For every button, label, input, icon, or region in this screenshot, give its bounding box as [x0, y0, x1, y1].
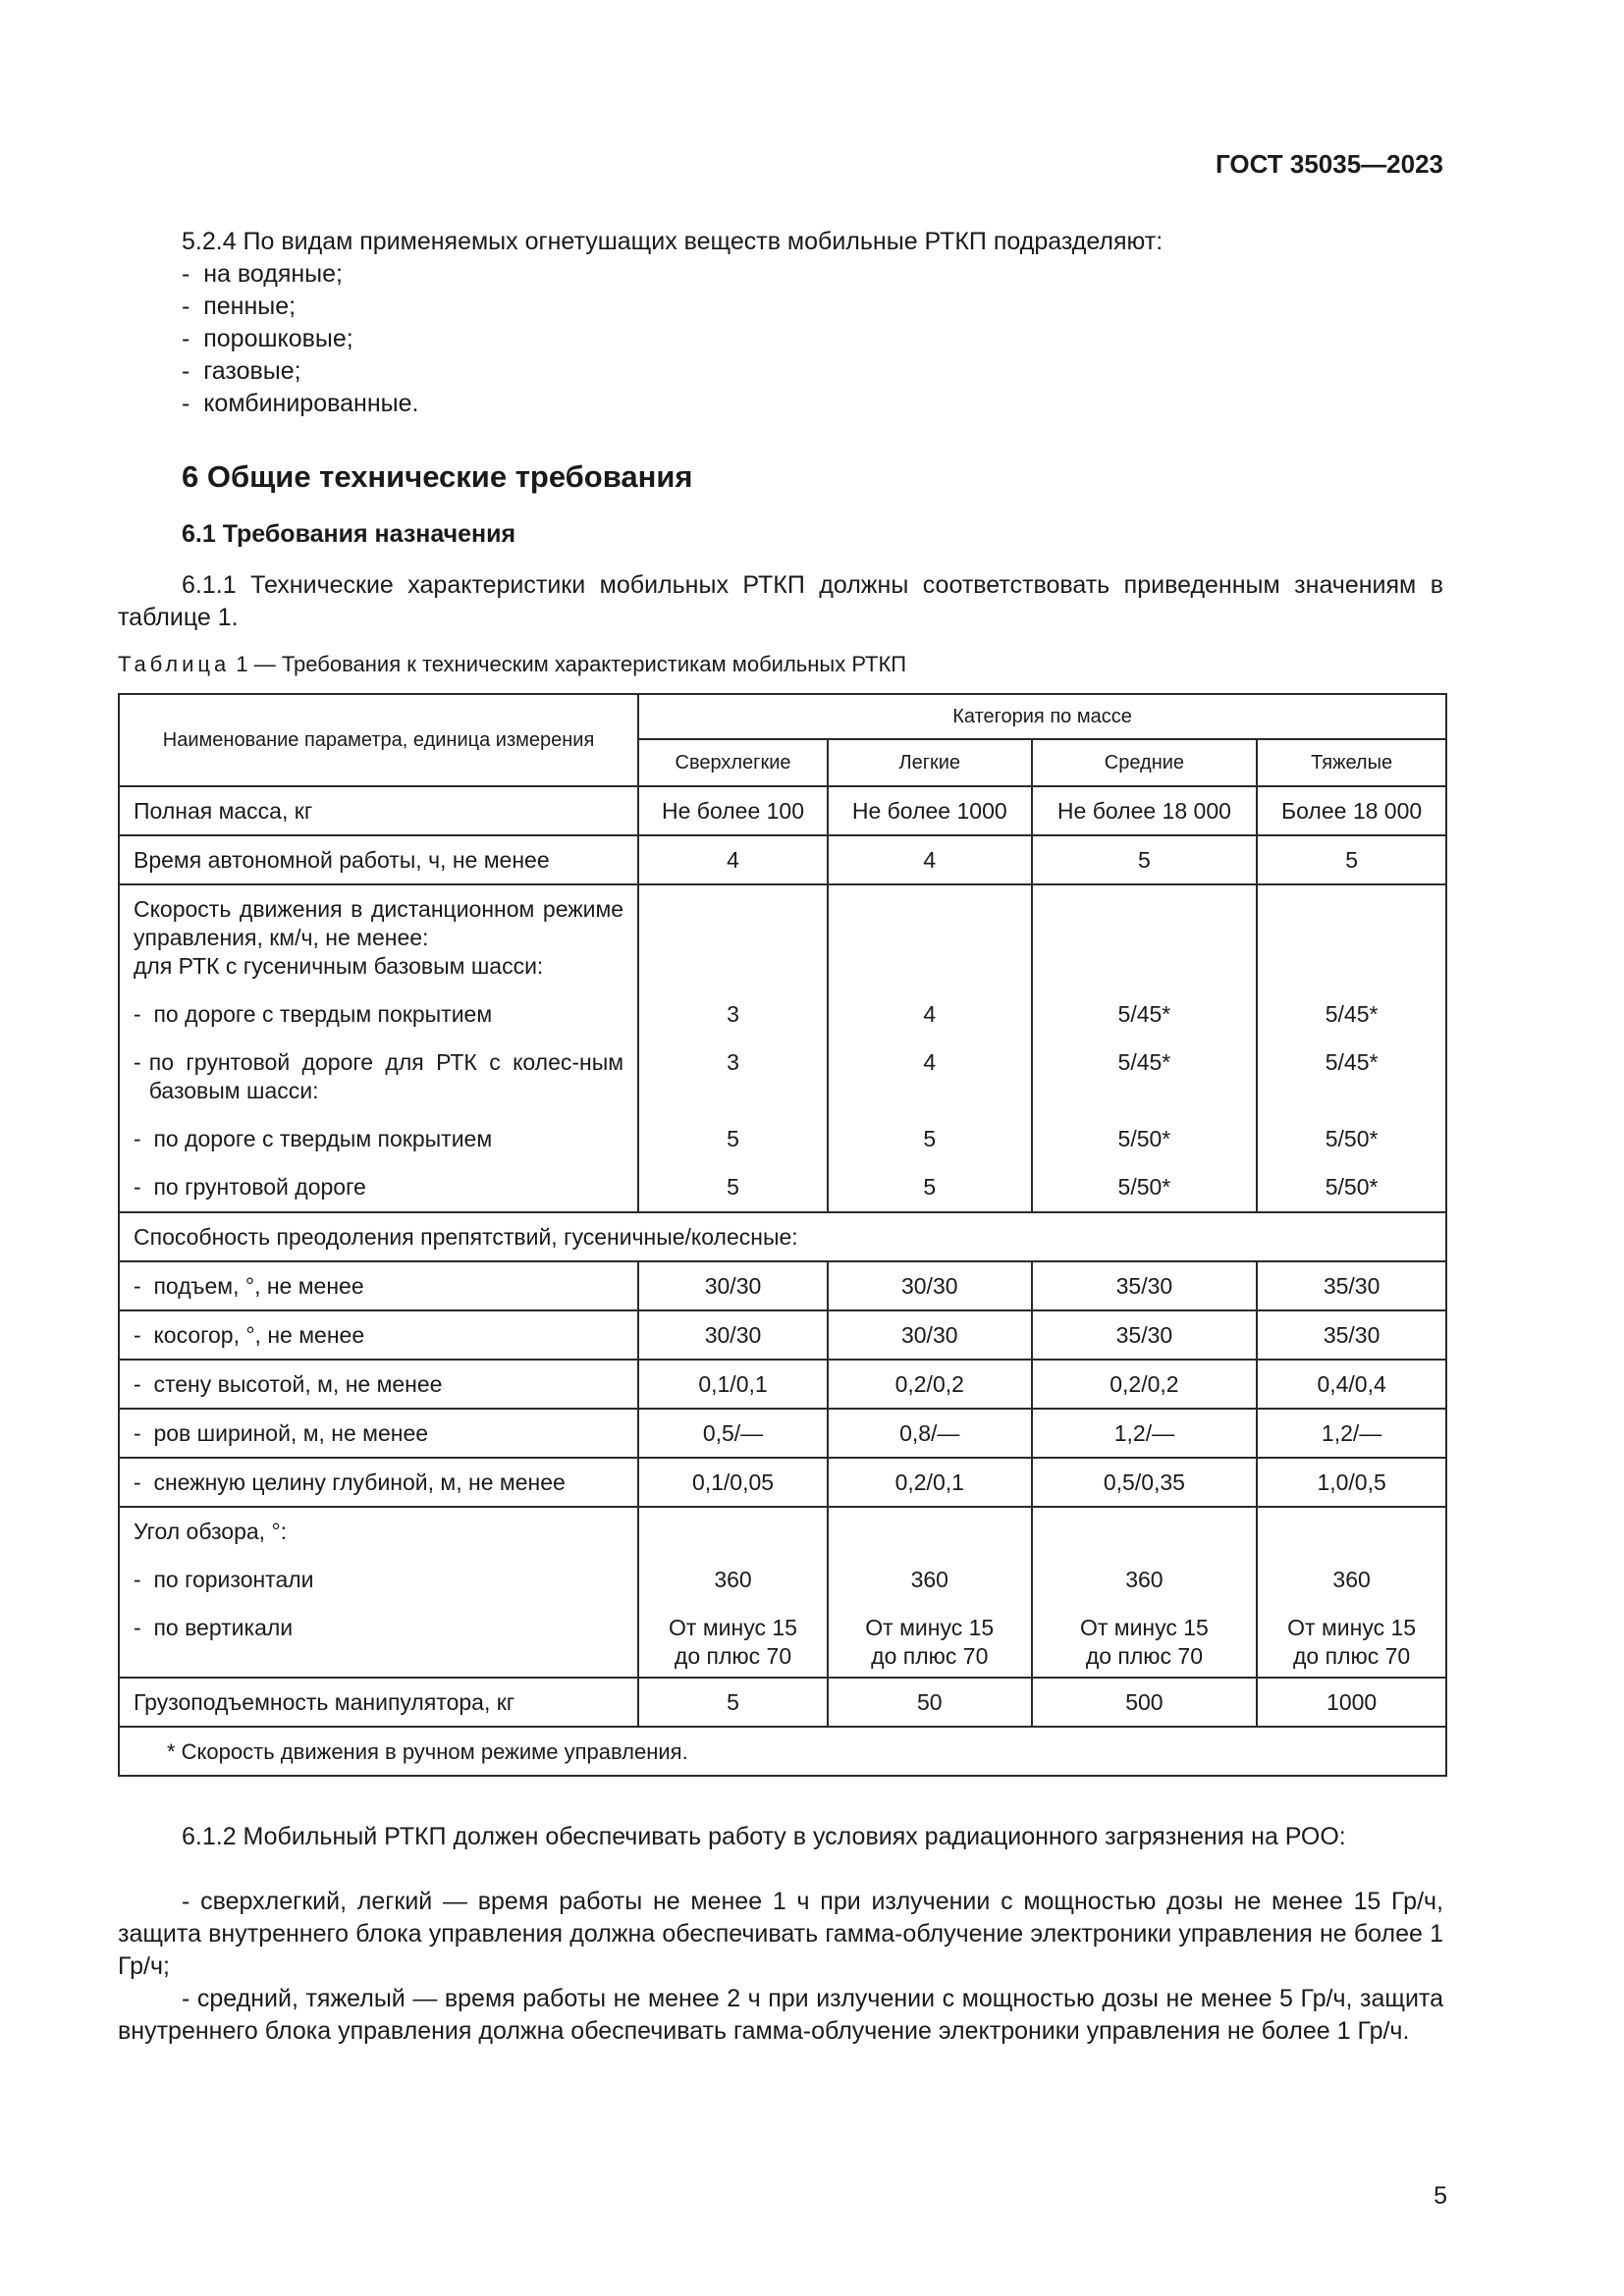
cell: 500 — [1032, 1678, 1258, 1727]
view-column — [828, 1507, 1032, 1678]
speed-sub-text: по грунтовой дороге — [153, 1174, 366, 1200]
cell: 5 — [923, 1174, 937, 1200]
table-row — [119, 1261, 1446, 1310]
cell: до плюс 70 — [871, 1643, 989, 1669]
cell: 30/30 — [638, 1261, 828, 1310]
cell: От минус 15 — [1287, 1615, 1417, 1640]
cell: 30/30 — [828, 1310, 1032, 1360]
cell: 1,2/— — [1032, 1409, 1258, 1458]
cell: 0,1/0,05 — [638, 1458, 828, 1507]
speed-sub-label: - по грунтовой дороге — [134, 1174, 366, 1200]
row-label-text: ров шириной, м, не менее — [153, 1419, 429, 1446]
row-label: Грузоподъемность манипулятора, кг — [119, 1678, 638, 1727]
header-category-group: Категория по массе — [638, 694, 1446, 739]
cell: 0,2/0,2 — [1032, 1360, 1258, 1409]
cell: Более 18 000 — [1257, 786, 1446, 835]
requirements-table — [118, 693, 1447, 1777]
speed-column — [638, 884, 828, 1212]
cell: Не более 100 — [638, 786, 828, 835]
cell: 360 — [1125, 1567, 1164, 1592]
speed-sub-label: - по дороге с твердым покрытием — [134, 1126, 493, 1151]
cell: Не более 1000 — [828, 786, 1032, 835]
cell: 0,2/0,1 — [828, 1458, 1032, 1507]
list-item: - газовые; — [182, 355, 418, 388]
cell: 0,5/— — [638, 1409, 828, 1458]
table-row — [119, 1409, 1446, 1458]
cell: 5 — [1032, 835, 1258, 884]
table-row — [119, 1678, 1446, 1727]
section-6-heading: 6 Общие технические требования — [182, 459, 693, 494]
view-label: Угол обзора, °: — [134, 1519, 288, 1544]
clause-6-1-2-intro: 6.1.2 Мобильный РТКП должен обеспечивать работу в условиях радиационного загрязнения на РОО: — [182, 1823, 1346, 1850]
list-item: - пенные; — [182, 291, 418, 323]
row-label: - стену высотой, м, не менее — [119, 1360, 638, 1409]
cell: 360 — [1332, 1567, 1371, 1592]
cell: 3 — [727, 1001, 739, 1027]
row-label-text: стену высотой, м, не менее — [153, 1370, 443, 1397]
cell: 30/30 — [638, 1310, 828, 1360]
cell: 1,0/0,5 — [1257, 1458, 1446, 1507]
view-column — [1032, 1507, 1258, 1678]
speed-column — [828, 884, 1032, 1212]
cell: 5 — [923, 1126, 937, 1151]
cell: до плюс 70 — [1293, 1643, 1411, 1669]
cell: 4 — [923, 1001, 937, 1027]
cell: 5/50* — [1325, 1126, 1379, 1151]
table-caption-title: 1 — Требования к техническим характеристикам мобильных РТКП — [230, 652, 907, 676]
standard-number: ГОСТ 35035—2023 — [1216, 149, 1443, 179]
cell: 5/45* — [1117, 1049, 1171, 1075]
cell: От минус 15 — [1079, 1615, 1209, 1640]
cell: до плюс 70 — [1085, 1643, 1204, 1669]
table-caption-prefix: Таблица — [118, 652, 231, 676]
cell: 5/50* — [1117, 1126, 1171, 1151]
table-row — [119, 1458, 1446, 1507]
list-item: - на водяные; — [182, 258, 418, 291]
cell: 1000 — [1257, 1678, 1446, 1727]
view-sub-label: - по вертикали — [134, 1615, 294, 1640]
speed-sub-label: - по грунтовой дороге для РТК с колес-ным базовым шасси: — [134, 1049, 624, 1103]
row-label-text: косогор, °, не менее — [153, 1321, 365, 1348]
cell: до плюс 70 — [674, 1643, 792, 1669]
header-category: Легкие — [828, 739, 1032, 786]
table-footnote: * Скорость движения в ручном режиме управления. — [119, 1727, 1446, 1776]
cell: 3 — [727, 1049, 739, 1075]
cell: 5 — [638, 1678, 828, 1727]
cell: 5/45* — [1325, 1001, 1379, 1027]
header-category: Тяжелые — [1257, 739, 1446, 786]
cell: 5/45* — [1325, 1049, 1379, 1075]
speed-column — [1032, 884, 1258, 1212]
cell: 0,8/— — [828, 1409, 1032, 1458]
header-param: Наименование параметра, единица измерения — [119, 694, 638, 786]
cell: 35/30 — [1032, 1310, 1258, 1360]
table-row — [119, 835, 1446, 884]
cell: 5/45* — [1117, 1001, 1171, 1027]
speed-sub-text: по дороге с твердым покрытием — [153, 1001, 493, 1027]
view-column — [638, 1507, 828, 1678]
cell: 0,1/0,1 — [638, 1360, 828, 1409]
clause-6-1-2-item-2: - средний, тяжелый — время работы не менее 2 ч при излучении с мощностью дозы не менее 5 Гр/ч, защита внутреннего блока управления должна обеспечивать гамма-облучение электроники управления не более 1 Гр/ч. — [118, 1985, 1443, 2045]
cell: 35/30 — [1257, 1261, 1446, 1310]
obstacles-heading: Способность преодоления препятствий, гусеничные/колесные: — [119, 1212, 1446, 1261]
extinguishing-agents-list — [182, 258, 418, 420]
table-row — [119, 1507, 1446, 1678]
header-category: Сверхлегкие — [638, 739, 828, 786]
table-row — [119, 1212, 1446, 1261]
speed-column — [1257, 884, 1446, 1212]
cell: 5 — [727, 1126, 739, 1151]
cell: 360 — [714, 1567, 752, 1592]
row-label: - снежную целину глубиной, м, не менее — [119, 1458, 638, 1507]
list-item: - комбинированные. — [182, 388, 418, 420]
view-label-cell — [119, 1507, 638, 1678]
cell: 5/50* — [1325, 1174, 1379, 1200]
cell: 5 — [1257, 835, 1446, 884]
cell: 5/50* — [1117, 1174, 1171, 1200]
row-label: - косогор, °, не менее — [119, 1310, 638, 1360]
row-label-text: снежную целину глубиной, м, не менее — [153, 1468, 566, 1495]
cell: 1,2/— — [1257, 1409, 1446, 1458]
clause-6-1-1: 6.1.1 Технические характеристики мобильных РТКП должны соответствовать приведенным значениям в таблице 1. — [118, 571, 1443, 631]
list-item: - порошковые; — [182, 323, 418, 355]
cell: Не более 18 000 — [1032, 786, 1258, 835]
view-sub-text: по горизонтали — [153, 1567, 314, 1592]
table-caption — [118, 652, 906, 677]
row-label: Время автономной работы, ч, не менее — [119, 835, 638, 884]
cell: 4 — [923, 1049, 937, 1075]
cell: 35/30 — [1257, 1310, 1446, 1360]
clause-6-1-2-item-1: - сверхлегкий, легкий — время работы не менее 1 ч при излучении с мощностью дозы не менее 15 Гр/ч, защита внутреннего блока управления должна обеспечивать гамма-облучение электроники управления не более 1 Гр/ч; — [118, 1888, 1443, 1980]
cell: 0,5/0,35 — [1032, 1458, 1258, 1507]
speed-sub-label: - по дороге с твердым покрытием — [134, 1001, 493, 1027]
clause-5-2-4-intro: 5.2.4 По видам применяемых огнетушащих веществ мобильные РТКП подразделяют: — [182, 228, 1164, 255]
cell: 360 — [910, 1567, 948, 1592]
cell: 50 — [828, 1678, 1032, 1727]
table-row — [119, 786, 1446, 835]
section-6-1-heading: 6.1 Требования назначения — [182, 520, 516, 548]
cell: 30/30 — [828, 1261, 1032, 1310]
speed-label: Скорость движения в дистанционном режиме управления, км/ч, не менее: — [134, 896, 624, 950]
cell: 4 — [638, 835, 828, 884]
table-row — [119, 1310, 1446, 1360]
view-sub-text: по вертикали — [153, 1615, 294, 1640]
cell: От минус 15 — [865, 1615, 995, 1640]
row-label: - ров шириной, м, не менее — [119, 1409, 638, 1458]
cell: 5 — [727, 1174, 739, 1200]
cell: От минус 15 — [669, 1615, 797, 1640]
header-category: Средние — [1032, 739, 1258, 786]
view-column — [1257, 1507, 1446, 1678]
cell: 0,2/0,2 — [828, 1360, 1032, 1409]
row-label-text: подъем, °, не менее — [153, 1272, 364, 1299]
speed-sub-text: по грунтовой дороге для РТК с колес-ным базовым шасси: — [148, 1049, 624, 1103]
row-label-speed — [119, 884, 638, 1212]
table-row — [119, 884, 1446, 1212]
view-sub-label: - по горизонтали — [134, 1567, 314, 1592]
row-label: - подъем, °, не менее — [119, 1261, 638, 1310]
speed-tracked-label: для РТК с гусеничным базовым шасси: — [134, 953, 544, 979]
cell: 0,4/0,4 — [1257, 1360, 1446, 1409]
table-footnote-row — [119, 1727, 1446, 1776]
cell: 35/30 — [1032, 1261, 1258, 1310]
cell: 4 — [828, 835, 1032, 884]
speed-sub-text: по дороге с твердым покрытием — [153, 1126, 493, 1151]
page-number: 5 — [1434, 2182, 1447, 2210]
row-label: Полная масса, кг — [119, 786, 638, 835]
table-row — [119, 1360, 1446, 1409]
